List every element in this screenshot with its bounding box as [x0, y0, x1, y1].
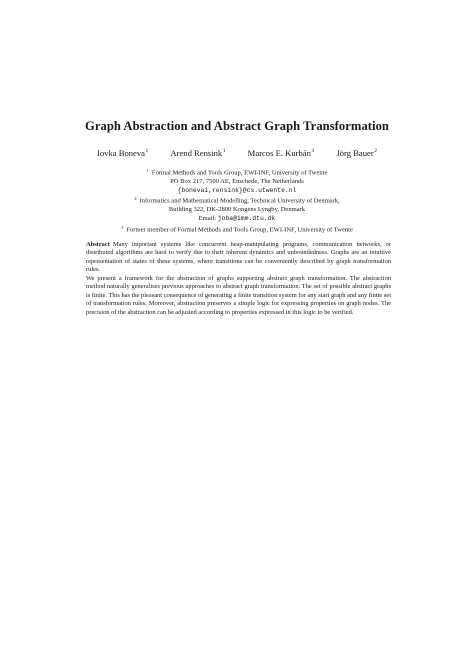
affiliation-address: Building 322, DK-2800 Kongens Lyngby, Denmark: [168, 206, 306, 214]
affiliation-2: [0, 195, 474, 223]
paper-title: Graph Abstraction and Abstract Graph Transformation: [84, 119, 389, 133]
author: [170, 148, 225, 158]
author: [97, 148, 148, 158]
affiliation-3: [0, 224, 474, 235]
abstract-label: Abstract: [86, 241, 110, 248]
affiliation-mark: 1: [146, 168, 149, 173]
affiliation-1: [0, 167, 474, 195]
abstract-paragraph: [86, 241, 391, 275]
email-label: Email:: [198, 214, 217, 222]
affiliation-mark: 3: [121, 224, 124, 230]
author: [248, 148, 315, 158]
affiliation-address: PO Box 217, 7500 AE, Enschede, The Netherlands: [170, 178, 304, 186]
affiliation-mark: 2: [134, 196, 137, 202]
affiliation-mark: 2: [374, 148, 377, 154]
author-name: Jörg Bauer: [336, 148, 374, 158]
author-name: Marcos E. Kurbán: [247, 148, 311, 158]
affiliation-email: joba@imm.dtu.dk: [217, 214, 276, 222]
author-list: [0, 148, 474, 158]
abstract-text: Many important systems like concurrent heap-manipulating programs, communication networks, or distributed algorithms are hard to verify due to their inherent dynamics and unboundedness. Graphs are an intuitive representation of states of these systems, where transitions can be conveniently described by graph transformation rules.: [86, 241, 391, 274]
author-name: Iovka Boneva: [97, 148, 145, 158]
affiliation-email: {bonevai,rensink}@cs.utwente.nl: [177, 186, 297, 194]
affiliation-institution: Informatics and Mathematical Modelling, Technical University of Denmark,: [139, 197, 340, 205]
affiliation-mark: 1: [145, 148, 149, 154]
author: [336, 148, 377, 158]
abstract-paragraph: We present a framework for the abstraction of graphs supporting abstract graph transformation. The abstraction method naturally generalises previous approaches to abstract graph transformation. The set of possible abstract graphs is finite. This has the pleasant consequence of generating a finite transition system for any start graph and any finite set of transformation rules. Moreover, abstraction preserves a simple logic for expressing properties on graph nodes. The precision of the abstraction can be adjusted according to properties expressed in this logic to be verified.: [86, 274, 391, 316]
affiliation-mark: 1: [222, 148, 226, 154]
author-name: Arend Rensink: [170, 148, 223, 158]
affiliation-institution: Former member of Formal Methods and Tools Group, EWI-INF, University of Twente: [126, 226, 353, 234]
abstract: [86, 241, 391, 317]
affiliation-institution: Formal Methods and Tools Group, EWI-INF, University of Twente: [151, 169, 328, 177]
affiliations: [0, 167, 474, 235]
affiliation-mark: 3: [311, 148, 315, 154]
